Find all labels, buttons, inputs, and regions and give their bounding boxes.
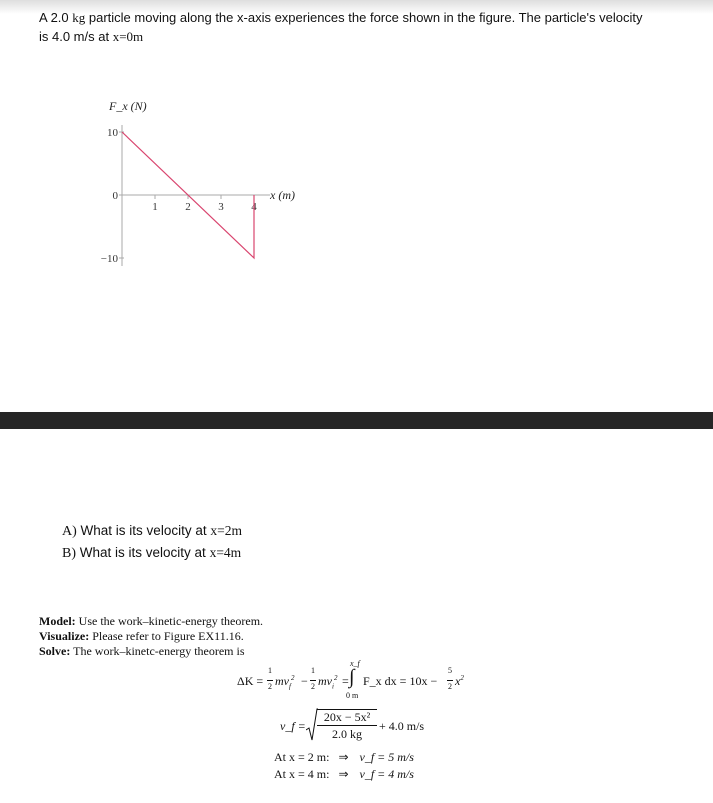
model-line: Model: Use the work–kinetic-energy theorem. — [39, 614, 264, 628]
problem-line-2: is 4.0 m/s at x=0m — [39, 29, 144, 44]
y-ticks — [101, 127, 124, 265]
integral-upper-limit: x_f — [350, 659, 360, 668]
y-tick-label: −10 — [100, 253, 118, 265]
mass-unit: kg — [72, 10, 86, 25]
x-axis-label: x (m) — [270, 188, 295, 202]
problem-line-1: A 2.0 kg particle moving along the x-axis experiences the force shown in the figure. The particle's velocity — [39, 10, 643, 25]
velocity-equation: v_f = 20x − 5x² 2.0 kg + 4.0 m/s — [280, 710, 425, 741]
x-tick-label: 3 — [218, 201, 224, 213]
solve-line: Solve: The work–kinetc-energy theorem is — [39, 644, 245, 658]
y-tick-label: 10 — [107, 127, 118, 139]
result-x2: At x = 2 m: ⇒ v_f = 5 m/s — [274, 750, 414, 764]
question-a: A) What is its velocity at x=2m — [62, 523, 242, 539]
x-tick-label: 2 — [185, 201, 191, 213]
visualize-line: Visualize: Please refer to Figure EX11.16. — [39, 629, 244, 643]
integral-sign: ∫ — [349, 666, 355, 688]
initial-position: x=0m — [112, 29, 144, 44]
x-tick-label: 4 — [251, 201, 257, 213]
y-axis-label: F_x (N) — [109, 99, 147, 113]
work-ke-equation: ΔK = 1 2 $mv_f^2$ − 1 2 $mv_i^2$ = x_f ∫ 0 m F_x dx = 10x − 5 2 $x^2$ — [237, 659, 464, 700]
integral-lower-limit: 0 m — [346, 691, 359, 700]
y-tick-label: 0 — [112, 190, 118, 202]
implies-arrow: ⇒ — [338, 750, 349, 764]
separator-bar — [0, 412, 713, 429]
solution-text — [39, 614, 263, 659]
question-b: B) What is its velocity at x=4m — [62, 545, 242, 561]
result-x4: At x = 4 m: ⇒ v_f = 4 m/s — [274, 767, 414, 781]
x-tick-label: 1 — [152, 201, 158, 213]
implies-arrow: ⇒ — [338, 767, 349, 781]
